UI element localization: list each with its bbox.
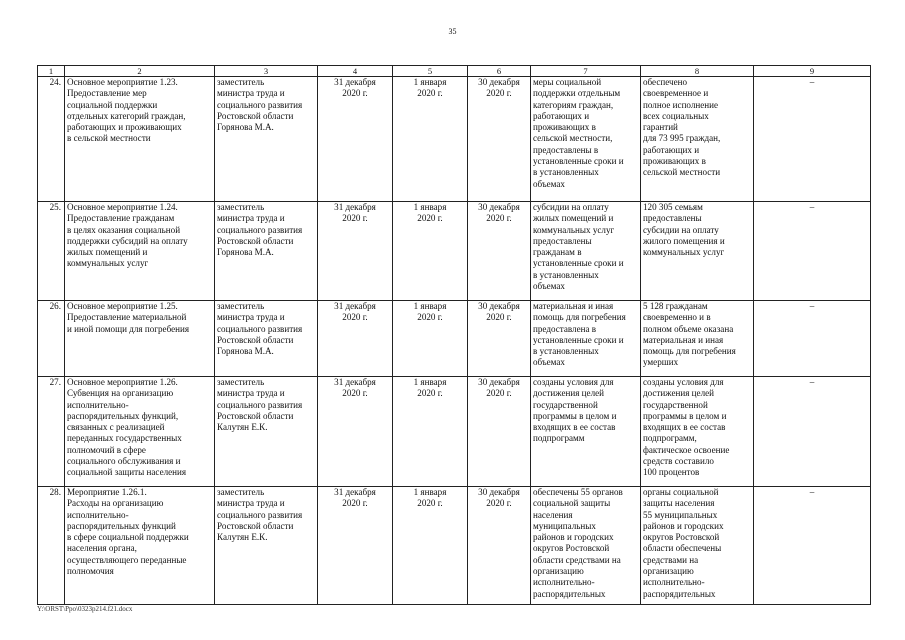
page-number: 35 (448, 27, 457, 36)
actual-result-cell: 5 128 гражданам своевременно и в полном объеме оказана материальная и иная помощь для погребения умерших (641, 301, 754, 377)
header-col-4: 4 (318, 66, 393, 77)
start-date-cell: 1 января 2020 г. (393, 202, 468, 301)
measures-table (37, 65, 871, 605)
event-cell: Мероприятие 1.26.1. Расходы на организацию исполнительно- распорядительных функций в сфере социальной поддержки населения органа, осуществляющего переданные полномочия (65, 487, 215, 605)
row-number: 24. (38, 77, 65, 202)
reason-cell: – (754, 377, 871, 487)
responsible-cell: заместитель министра труда и социального развития Ростовской области Горянова М.А. (215, 77, 318, 202)
actual-result-cell: 120 305 семьям предоставлены субсидии на оплату жилого помещения и коммунальных услуг (641, 202, 754, 301)
event-cell: Основное мероприятие 1.25. Предоставление материальной и иной помощи для погребения (65, 301, 215, 377)
header-col-3: 3 (215, 66, 318, 77)
table-row (38, 301, 871, 377)
row-number: 28. (38, 487, 65, 605)
row-number: 27. (38, 377, 65, 487)
header-col-6: 6 (468, 66, 531, 77)
reason-cell: – (754, 301, 871, 377)
reason-cell: – (754, 487, 871, 605)
start-date-cell: 1 января 2020 г. (393, 487, 468, 605)
expected-result-cell: меры социальной поддержки отдельным категориям граждан, работающих и проживающих в сельской местности, предоставлены в установленные сроки и в установленных объемах (531, 77, 641, 202)
table-row (38, 377, 871, 487)
end-date-cell: 30 декабря 2020 г. (468, 377, 531, 487)
responsible-cell: заместитель министра труда и социального развития Ростовской области Горянова М.А. (215, 202, 318, 301)
event-cell: Основное мероприятие 1.23. Предоставление мер социальной поддержки отдельных категорий граждан, работающих и проживающих в сельской местности (65, 77, 215, 202)
event-cell: Основное мероприятие 1.24. Предоставление гражданам в целях оказания социальной поддержки субсидий на оплату жилых помещений и коммунальных услуг (65, 202, 215, 301)
actual-result-cell: созданы условия для достижения целей государственной программы в целом и входящих в ее состав подпрограмм, фактическое освоение средств составило 100 процентов (641, 377, 754, 487)
footer-file-path: Y:\ORST\Ppo\0323p214.f21.docx (37, 605, 133, 613)
header-row (38, 66, 871, 77)
plan-date-cell: 31 декабря 2020 г. (318, 377, 393, 487)
table-row (38, 77, 871, 202)
end-date-cell: 30 декабря 2020 г. (468, 77, 531, 202)
plan-date-cell: 31 декабря 2020 г. (318, 301, 393, 377)
responsible-cell: заместитель министра труда и социального развития Ростовской области Горянова М.А. (215, 301, 318, 377)
start-date-cell: 1 января 2020 г. (393, 77, 468, 202)
row-number: 25. (38, 202, 65, 301)
end-date-cell: 30 декабря 2020 г. (468, 301, 531, 377)
expected-result-cell: обеспечены 55 органов социальной защиты населения муниципальных районов и городских округов Ростовской области средствами на организацию исполнительно- распорядительных (531, 487, 641, 605)
end-date-cell: 30 декабря 2020 г. (468, 487, 531, 605)
expected-result-cell: созданы условия для достижения целей государственной программы в целом и входящих в ее состав подпрограмм (531, 377, 641, 487)
actual-result-cell: обеспечено своевременное и полное исполнение всех социальных гарантий для 73 995 граждан, работающих и проживающих в сельской местности (641, 77, 754, 202)
plan-date-cell: 31 декабря 2020 г. (318, 487, 393, 605)
event-cell: Основное мероприятие 1.26. Субвенция на организацию исполнительно- распорядительных функций, связанных с реализацией переданных государственных полномочий в сфере социального обслуживания и социальной защиты населения (65, 377, 215, 487)
expected-result-cell: материальная и иная помощь для погребения предоставлена в установленные сроки и в установленных объемах (531, 301, 641, 377)
header-col-5: 5 (393, 66, 468, 77)
responsible-cell: заместитель министра труда и социального развития Ростовской области Калутян Е.К. (215, 487, 318, 605)
plan-date-cell: 31 декабря 2020 г. (318, 77, 393, 202)
header-col-2: 2 (65, 66, 215, 77)
reason-cell: – (754, 77, 871, 202)
table-row (38, 487, 871, 605)
reason-cell: – (754, 202, 871, 301)
start-date-cell: 1 января 2020 г. (393, 377, 468, 487)
header-col-1: 1 (38, 66, 65, 77)
header-col-7: 7 (531, 66, 641, 77)
row-number: 26. (38, 301, 65, 377)
actual-result-cell: органы социальной защиты населения 55 муниципальных районов и городских округов Ростовской области обеспечены средствами на организацию исполнительно- распорядительных (641, 487, 754, 605)
plan-date-cell: 31 декабря 2020 г. (318, 202, 393, 301)
table-row (38, 202, 871, 301)
start-date-cell: 1 января 2020 г. (393, 301, 468, 377)
responsible-cell: заместитель министра труда и социального развития Ростовской области Калутян Е.К. (215, 377, 318, 487)
end-date-cell: 30 декабря 2020 г. (468, 202, 531, 301)
header-col-8: 8 (641, 66, 754, 77)
expected-result-cell: субсидии на оплату жилых помещений и коммунальных услуг предоставлены гражданам в установленные сроки и в установленных объемах (531, 202, 641, 301)
header-col-9: 9 (754, 66, 871, 77)
